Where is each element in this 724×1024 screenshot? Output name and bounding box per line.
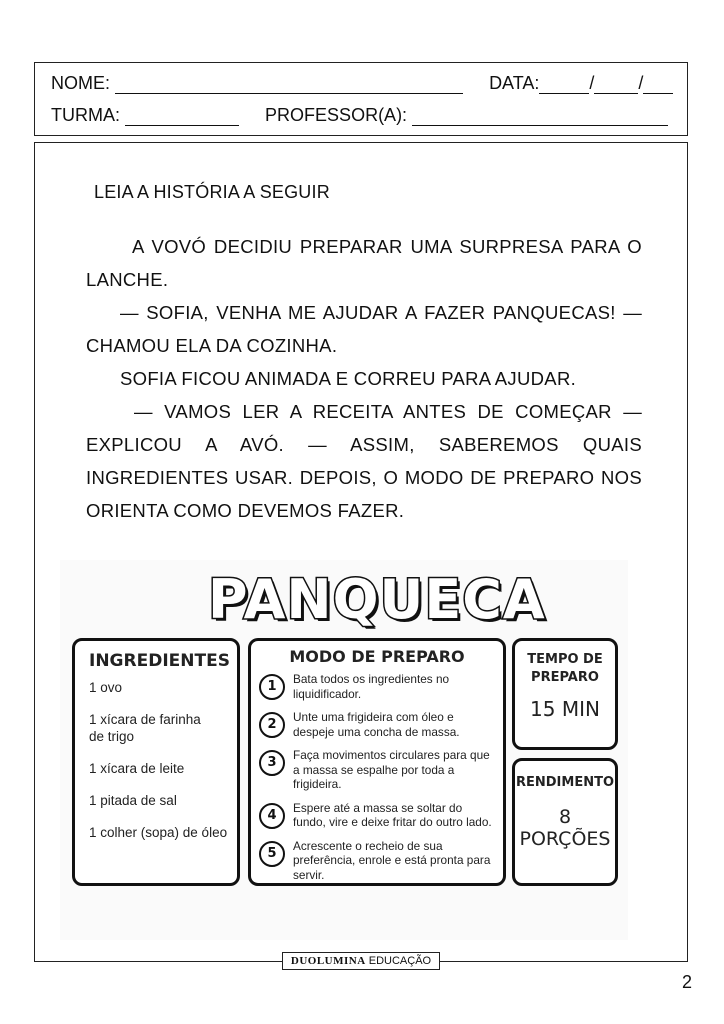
yield-title: RENDIMENTO (515, 775, 614, 790)
step-number: 5 (259, 841, 285, 867)
year-field[interactable] (643, 75, 673, 94)
prep-time-value: 15 MIN (530, 697, 600, 721)
method-step (259, 672, 497, 701)
step-text: Unte uma frigideira com óleo e despeje uma concha de massa. (293, 710, 460, 739)
step-number: 2 (259, 712, 285, 738)
recipe-card (60, 560, 628, 940)
step-text: Acrescente o recheio de sua preferência, enrole e está pronta para servir. (293, 838, 491, 882)
brand-label: EDUCAÇÃO (368, 955, 432, 967)
date-slash-1: / (589, 73, 595, 93)
header-box (34, 62, 688, 136)
story-paragraph: — VAMOS LER A RECEITA ANTES DE COMEÇAR — EXPLICOU A AVÓ. — ASSIM, SABEREMOS QUAIS INGREDIENTES USAR. DEPOIS, O MODO DE PREPARO NOS ORIENTA COMO DEVEMOS FAZER. (86, 401, 642, 521)
ingredient-item: 1 ovo (89, 680, 123, 695)
professor-label: PROFESSOR(A): (265, 105, 408, 125)
step-text: Bata todos os ingredientes no liquidificador. (293, 672, 450, 701)
method-step (259, 748, 497, 792)
story-paragraph: A VOVÓ DECIDIU PREPARAR UMA SURPRESA PARA O LANCHE. (86, 236, 642, 290)
ingredient-item: 1 colher (sopa) de óleo (89, 825, 228, 840)
method-step (259, 839, 497, 883)
month-field[interactable] (594, 75, 638, 94)
brand-name: DUOLUMINA (290, 955, 366, 967)
prep-time-title: TEMPO DE PREPARO (527, 652, 603, 685)
turma-label: TURMA: (51, 105, 120, 125)
header-row-1 (51, 73, 671, 94)
method-step (259, 710, 497, 739)
ingredients-card (72, 638, 240, 886)
ingredient-item: 1 pitada de sal (89, 793, 177, 808)
instruction-text: LEIA A HISTÓRIA A SEGUIR (94, 182, 330, 202)
data-label: DATA: (489, 73, 540, 93)
step-number: 4 (259, 803, 285, 829)
date-slash-2: / (638, 73, 644, 93)
step-text: Espere até a massa se soltar do fundo, vire e deixe fritar do outro lado. (293, 800, 492, 829)
step-number: 1 (259, 674, 285, 700)
story-text (86, 230, 642, 527)
story-paragraph: — SOFIA, VENHA ME AJUDAR A FAZER PANQUECAS! — CHAMOU ELA DA COZINHA. (86, 302, 642, 356)
footer-brand (282, 952, 440, 970)
page-number: 2 (682, 972, 693, 992)
yield-card (512, 758, 618, 886)
ingredient-item: 1 xícara de farinha de trigo (89, 712, 201, 744)
yield-value: 8 PORÇÕES (519, 806, 611, 850)
ingredients-title: INGREDIENTES (89, 651, 230, 671)
nome-label: NOME: (51, 73, 111, 93)
ingredients-list (75, 679, 237, 841)
ingredient-item: 1 xícara de leite (89, 761, 185, 776)
story-paragraph: SOFIA FICOU ANIMADA E CORREU PARA AJUDAR. (120, 368, 577, 389)
recipe-title: PANQUECA (208, 568, 546, 631)
day-field[interactable] (539, 75, 589, 94)
nome-field[interactable] (115, 75, 463, 94)
prep-time-card (512, 638, 618, 750)
step-text: Faça movimentos circulares para que a massa se espalhe por toda a frigideira. (293, 748, 490, 791)
turma-field[interactable] (125, 107, 239, 126)
header-row-2 (51, 105, 671, 126)
method-title: MODO DE PREPARO (289, 647, 465, 666)
step-number: 3 (259, 750, 285, 776)
method-card (248, 638, 506, 886)
method-step (259, 801, 497, 830)
professor-field[interactable] (412, 107, 668, 126)
method-steps (251, 672, 503, 882)
